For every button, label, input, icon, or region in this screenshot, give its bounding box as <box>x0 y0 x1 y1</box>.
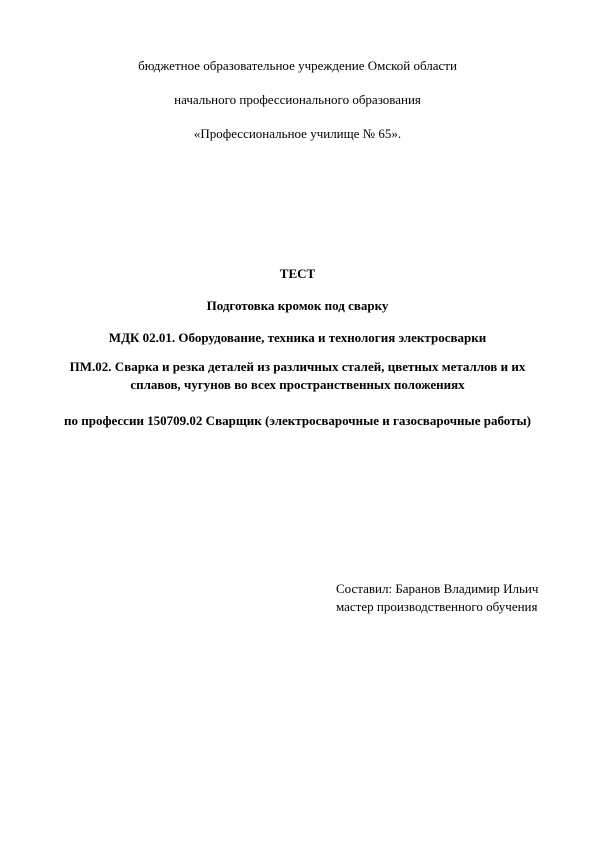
institution-line-2: начального профессионального образования <box>174 92 421 107</box>
test-heading: ТЕСТ <box>279 266 316 281</box>
test-topic: Подготовка кромок под сварку <box>206 298 389 313</box>
mdk-line: МДК 02.01. Оборудование, техника и технология электросварки <box>108 330 487 345</box>
institution-line-1: бюджетное образовательное учреждение Омской области <box>138 58 457 73</box>
pm-line: ПМ.02. Сварка и резка деталей из различных сталей, цветных металлов и их сплавов, чугунов во всех пространственных положениях <box>69 359 526 392</box>
author-name: Составил: Баранов Владимир Ильич <box>336 581 539 596</box>
institution-line-3: «Профессиональное училище № 65». <box>193 126 402 141</box>
profession-line: по профессии 150709.02 Сварщик (электросварочные и газосварочные работы) <box>64 413 531 428</box>
author-position: мастер производственного обучения <box>336 599 538 614</box>
